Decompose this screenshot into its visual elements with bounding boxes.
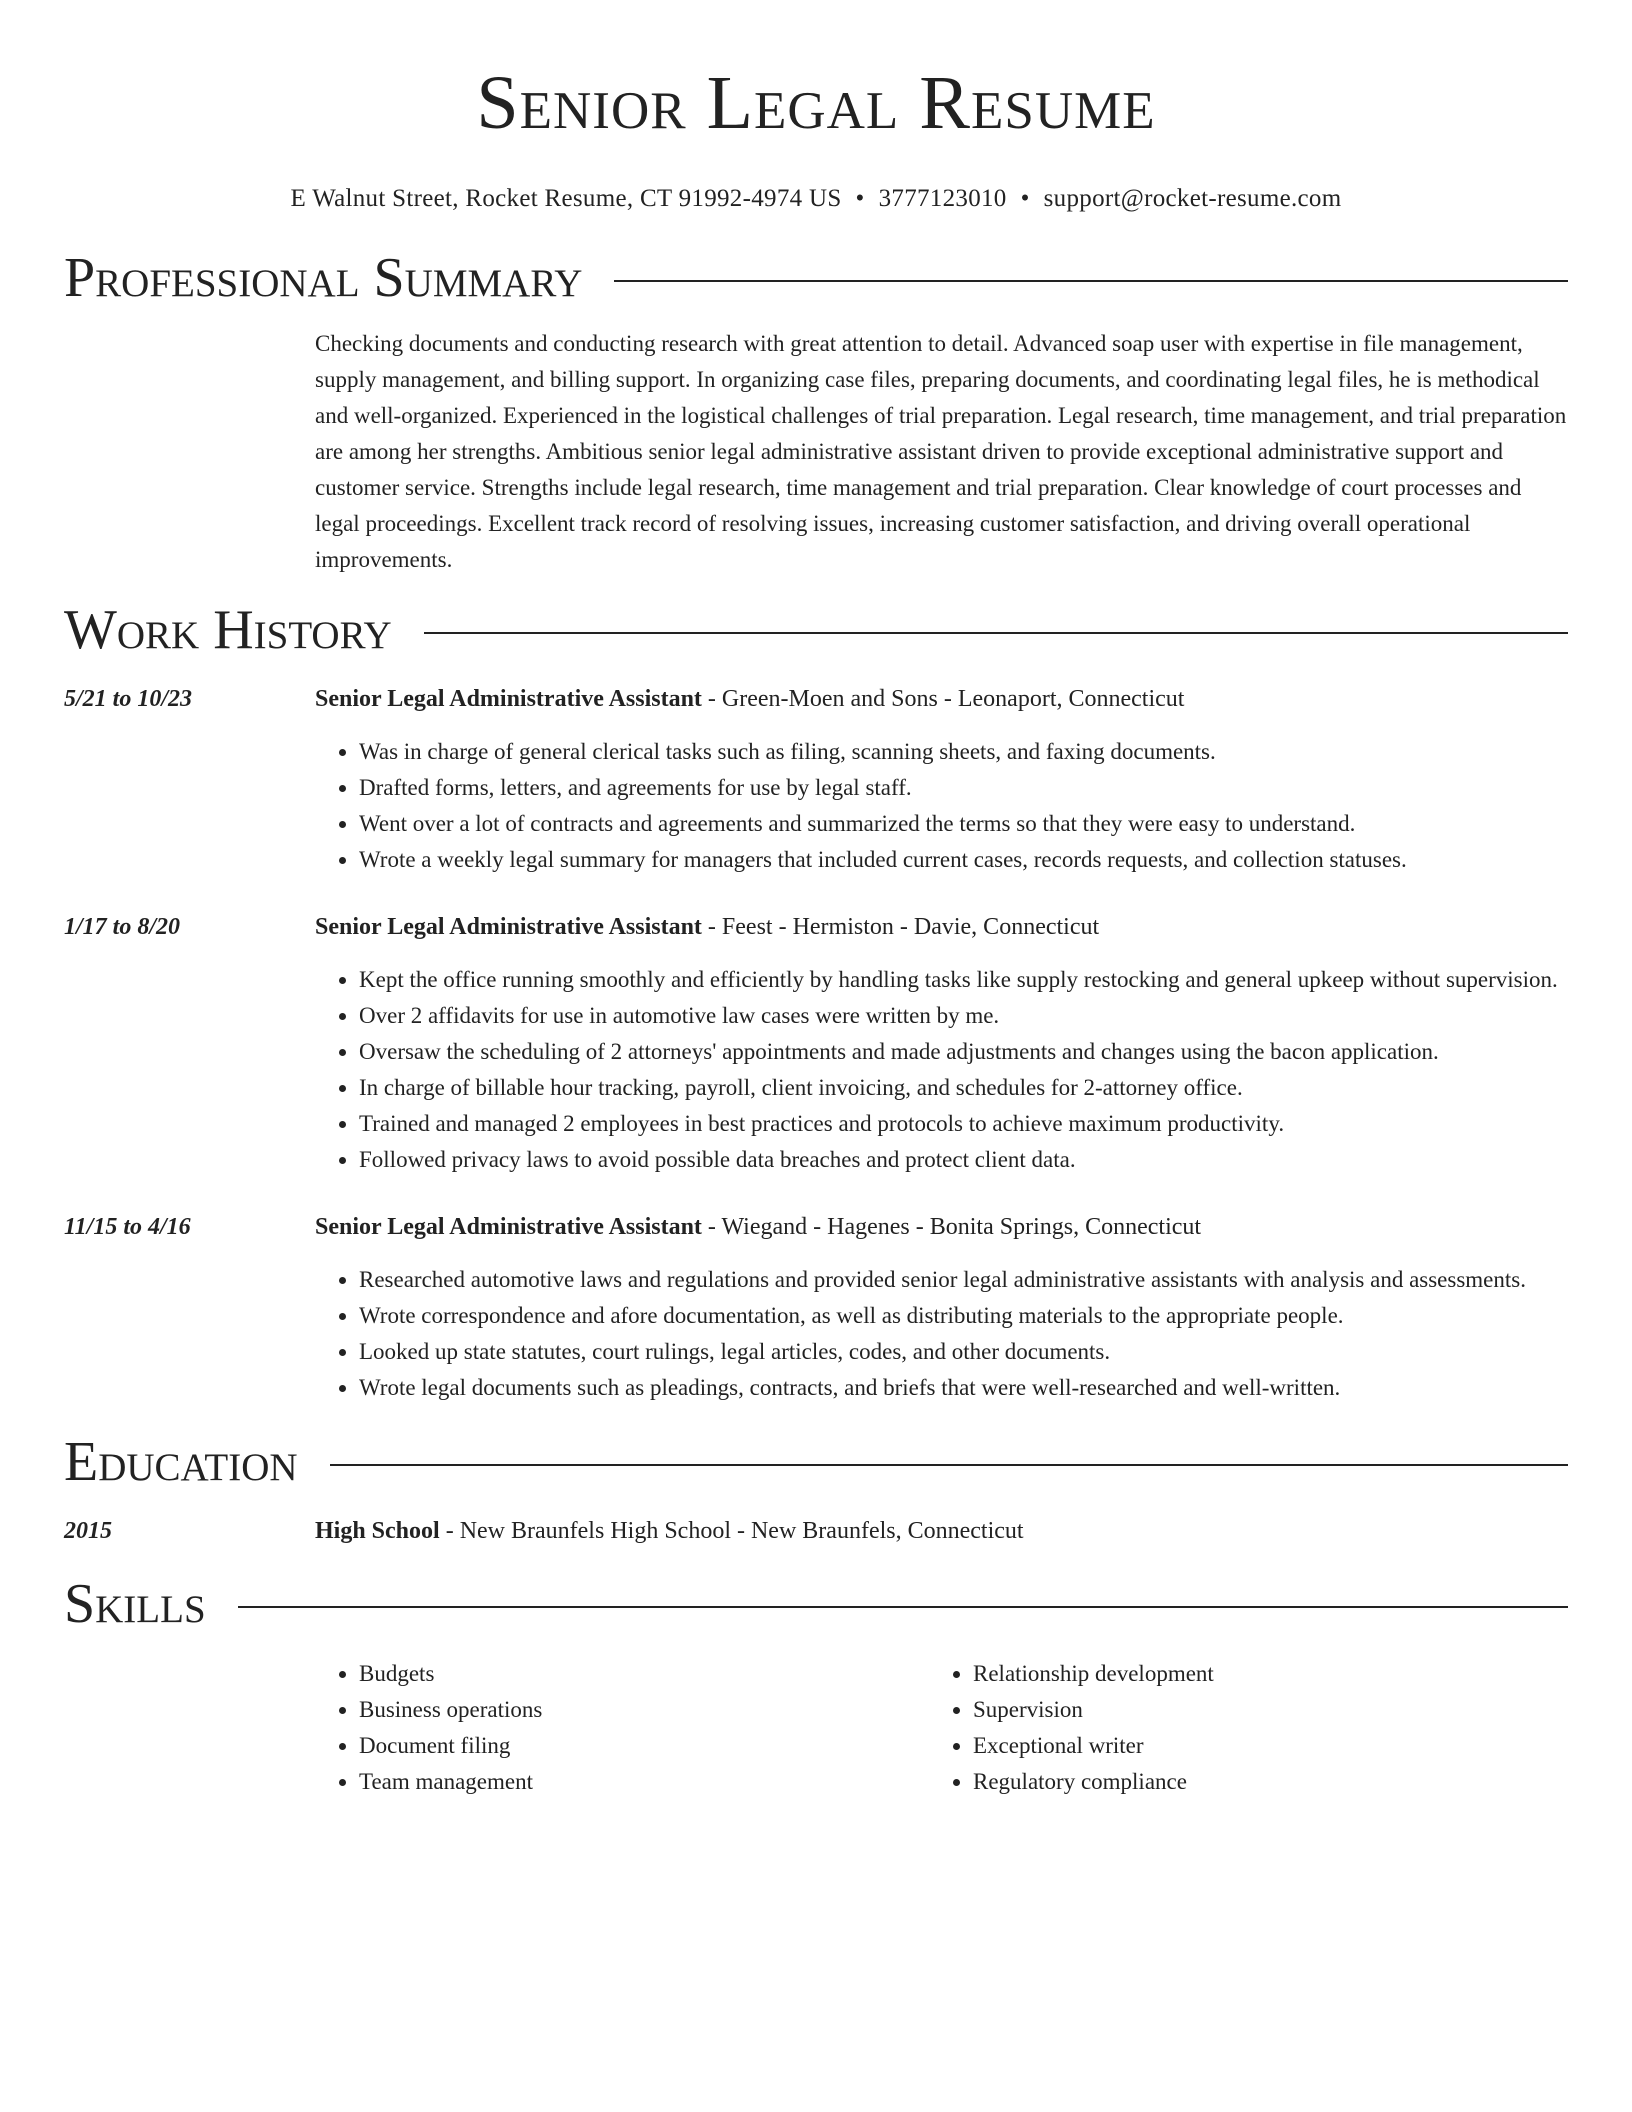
contact-separator: • — [1020, 185, 1030, 212]
contact-address: E Walnut Street, Rocket Resume, CT 91992-4974 US — [290, 185, 842, 212]
contact-email: support@rocket-resume.com — [1043, 185, 1342, 212]
education-section-header — [64, 1432, 1568, 1492]
job-dates: 1/17 to 8/20 — [64, 914, 181, 940]
summary-section-header — [64, 248, 1568, 308]
education-year: 2015 — [64, 1518, 112, 1544]
skills-section-header — [64, 1574, 1568, 1634]
skills-heading: Skills — [64, 1573, 206, 1635]
list-item: • Drafted forms, letters, and agreements for use by legal staff. — [359, 770, 1568, 806]
contact-separator: • — [855, 185, 865, 212]
list-item: • Went over a lot of contracts and agreements and summarized the terms so that they were easy to understand. — [359, 806, 1568, 842]
skill-item: • Exceptional writer — [973, 1728, 1543, 1764]
contact-phone: 3777123010 — [878, 185, 1007, 212]
job-bullets — [315, 734, 1568, 878]
job-bullets — [315, 962, 1568, 1178]
list-item: • Oversaw the scheduling of 2 attorneys' appointments and made adjustments and changes using the bacon application. — [359, 1034, 1568, 1070]
work-heading: Work History — [64, 599, 392, 661]
education-heading: Education — [64, 1431, 298, 1493]
skill-item: • Supervision — [973, 1692, 1543, 1728]
job-role: Senior Legal Administrative Assistant — [315, 1214, 702, 1240]
section-divider — [424, 632, 1568, 634]
list-item: • Over 2 affidavits for use in automotive law cases were written by me. — [359, 998, 1568, 1034]
skills-list-right — [929, 1656, 1543, 1800]
education-degree: High School — [315, 1518, 440, 1544]
job-details: - Wiegand - Hagenes - Bonita Springs, Connecticut — [701, 1214, 1202, 1240]
list-item: • Wrote legal documents such as pleadings, contracts, and briefs that were well-researched and well-written. — [359, 1370, 1568, 1406]
resume-page — [64, 0, 1568, 1800]
summary-heading: Professional Summary — [64, 247, 583, 309]
job-entry — [64, 1210, 1568, 1406]
skill-item: • Regulatory compliance — [973, 1764, 1543, 1800]
job-details: - Green-Moen and Sons - Leonaport, Connecticut — [701, 686, 1185, 712]
education-entry — [64, 1514, 1568, 1548]
work-section-header — [64, 600, 1568, 660]
skill-item: • Document filing — [359, 1728, 929, 1764]
job-body — [315, 910, 1568, 1178]
skills-columns — [315, 1656, 1568, 1800]
summary-text: Checking documents and conducting research with great attention to detail. Advanced soap user with expertise in file management, supply management, and billing support. In organizing case files, preparing documents, and coordinating legal files, he is methodical and well-organized. Experienced in the logistical challenges of trial preparation. Legal research, time management, and trial preparation are among her strengths. Ambitious senior legal administrative assistant driven to provide exceptional administrative support and customer service. Strengths include legal research, time management and trial preparation. Clear knowledge of court processes and legal proceedings. Excellent track record of resolving issues, increasing customer satisfaction, and driving overall operational improvements. — [315, 331, 1567, 572]
education-body — [315, 1514, 1024, 1548]
skill-item: • Business operations — [359, 1692, 929, 1728]
job-details: - Feest - Hermiston - Davie, Connecticut — [701, 914, 1100, 940]
job-entry — [64, 682, 1568, 878]
skill-item: • Team management — [359, 1764, 929, 1800]
job-title-line — [315, 1210, 1568, 1244]
section-divider — [330, 1464, 1568, 1466]
job-title-line — [315, 910, 1568, 944]
section-divider — [614, 280, 1568, 282]
education-details: - New Braunfels High School - New Braunfels, Connecticut — [439, 1518, 1024, 1544]
list-item: • Trained and managed 2 employees in best practices and protocols to achieve maximum productivity. — [359, 1106, 1568, 1142]
job-role: Senior Legal Administrative Assistant — [315, 686, 702, 712]
list-item: • Looked up state statutes, court rulings, legal articles, codes, and other documents. — [359, 1334, 1568, 1370]
job-dates: 11/15 to 4/16 — [64, 1214, 191, 1240]
list-item: • In charge of billable hour tracking, payroll, client invoicing, and schedules for 2-attorney office. — [359, 1070, 1568, 1106]
contact-line — [64, 184, 1568, 214]
skill-item: • Budgets — [359, 1656, 929, 1692]
resume-name: Senior Legal Resume — [476, 61, 1156, 145]
job-title-line — [315, 682, 1568, 716]
list-item: • Kept the office running smoothly and efficiently by handling tasks like supply restocking and general upkeep without supervision. — [359, 962, 1568, 998]
list-item: • Wrote correspondence and afore documentation, as well as distributing materials to the appropriate people. — [359, 1298, 1568, 1334]
section-divider — [238, 1606, 1568, 1608]
job-body — [315, 1210, 1568, 1406]
job-entry — [64, 910, 1568, 1178]
list-item: • Researched automotive laws and regulations and provided senior legal administrative assistants with analysis and assessments. — [359, 1262, 1568, 1298]
job-role: Senior Legal Administrative Assistant — [315, 914, 702, 940]
job-body — [315, 682, 1568, 878]
skills-list-left — [315, 1656, 929, 1800]
skill-item: • Relationship development — [973, 1656, 1543, 1692]
list-item: • Followed privacy laws to avoid possible data breaches and protect client data. — [359, 1142, 1568, 1178]
list-item: • Wrote a weekly legal summary for managers that included current cases, records requests, and collection statuses. — [359, 842, 1568, 878]
list-item: • Was in charge of general clerical tasks such as filing, scanning sheets, and faxing documents. — [359, 734, 1568, 770]
job-bullets — [315, 1262, 1568, 1406]
job-dates: 5/21 to 10/23 — [64, 686, 193, 712]
